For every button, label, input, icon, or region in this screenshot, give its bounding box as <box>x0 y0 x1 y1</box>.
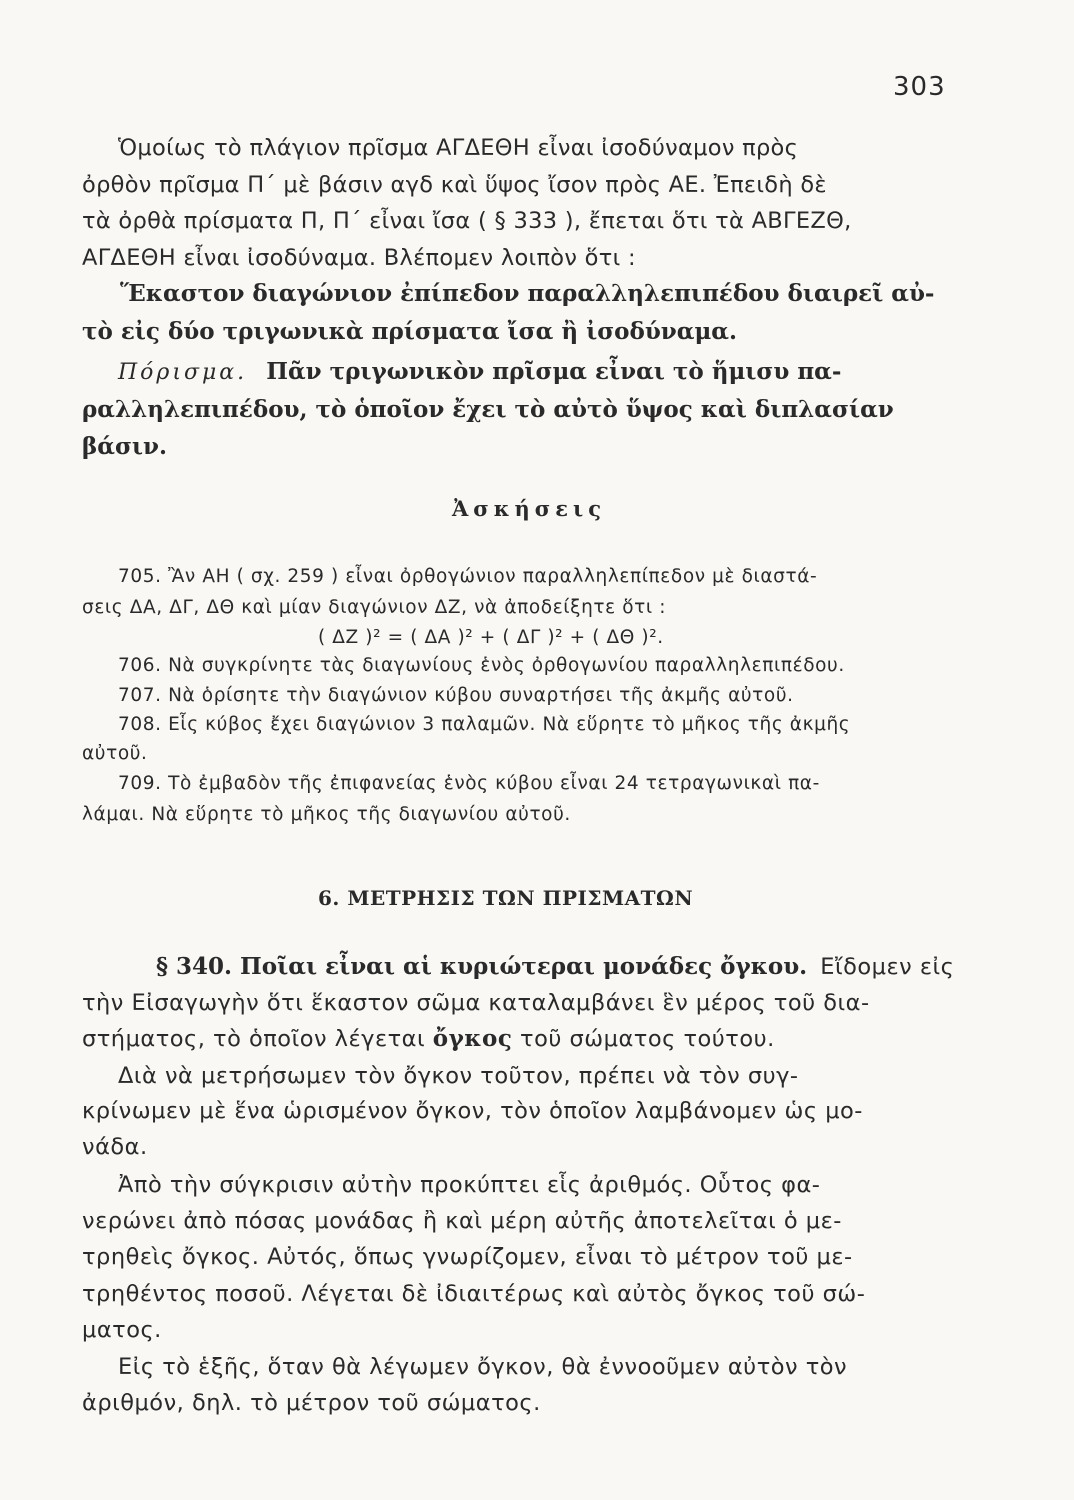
exercises-heading: Ἀσκήσεις <box>452 496 606 521</box>
line3-a: στήματος, τὸ ὁποῖον λέγεται <box>82 1026 426 1052</box>
paragraph-line: ματος. <box>82 1317 162 1343</box>
section-title: 6. ΜΕΤΡΗΣΙΣ ΤΩΝ ΠΡΙΣΜΑΤΩΝ <box>318 886 694 910</box>
exercise-line: σεις ΔΑ, ΔΓ, ΔΘ καὶ μίαν διαγώνιον ΔΖ, νὰ ἀποδείξητε ὅτι : <box>82 597 667 618</box>
section-340-label: § 340. Ποῖαι εἶναι αἱ κυριώτεραι μονάδες ὄγκου. <box>156 953 808 980</box>
corollary-text: Πᾶν τριγωνικὸν πρῖσμα εἶναι τὸ ἥμισυ πα- <box>266 358 842 385</box>
paragraph-line: Ἀπὸ τὴν σύγκρισιν αὐτὴν προκύπτει εἷς ἀριθμός. Οὗτος φα- <box>118 1172 821 1198</box>
page-number: 303 <box>893 72 946 102</box>
exercise-formula: ( ΔΖ )² = ( ΔΑ )² + ( ΔΓ )² + ( ΔΘ )². <box>318 627 664 648</box>
exercise-line: λάμαι. Νὰ εὕρητε τὸ μῆκος τῆς διαγωνίου αὐτοῦ. <box>82 804 571 825</box>
intro-line: Ὁμοίως τὸ πλάγιον πρῖσμα ΑΓΔΕΘΗ εἶναι ἰσοδύναμον πρὸς <box>118 135 799 161</box>
paragraph-line: τρηθεὶς ὄγκος. Αὐτός, ὅπως γνωρίζομεν, εἶναι τὸ μέτρον τοῦ με- <box>82 1244 853 1270</box>
paragraph-line: κρίνωμεν μὲ ἕνα ὡρισμένον ὄγκον, τὸν ὁποῖον λαμβάνομεν ὡς μο- <box>82 1098 863 1124</box>
exercise-line: 706. Νὰ συγκρίνητε τὰς διαγωνίους ἑνὸς ὀρθογωνίου παραλληλεπιπέδου. <box>118 655 845 676</box>
paragraph-line: τρηθέντος ποσοῦ. Λέγεται δὲ ἰδιαιτέρως καὶ αὐτὸς ὄγκος τοῦ σώ- <box>82 1281 866 1307</box>
intro-line: τὰ ὀρθὰ πρίσματα Π, Π΄ εἶναι ἴσα ( § 333 ), ἔπεται ὅτι τὰ ΑΒΓΕΖΘ, <box>82 208 852 234</box>
paragraph-line: Διὰ νὰ μετρήσωμεν τὸν ὄγκον τοῦτον, πρέπει νὰ τὸν συγ- <box>118 1063 799 1089</box>
section-340-text: Εἴδομεν εἰς <box>820 954 955 980</box>
intro-line: ὀρθὸν πρῖσμα Π΄ μὲ βάσιν αγδ καὶ ὕψος ἴσον πρὸς ΑΕ. Ἐπειδὴ δὲ <box>82 172 827 198</box>
exercise-line: 708. Εἷς κύβος ἔχει διαγώνιον 3 παλαμῶν. Νὰ εὕρητε τὸ μῆκος τῆς ἀκμῆς <box>118 714 851 735</box>
corollary-line-3: βάσιν. <box>82 433 168 460</box>
corollary-label: Πόρισμα. <box>118 360 248 385</box>
intro-line: ΑΓΔΕΘΗ εἶναι ἰσοδύναμα. Βλέπομεν λοιπὸν ὅτι : <box>82 245 636 271</box>
exercise-line: 709. Τὸ ἐμβαδὸν τῆς ἐπιφανείας ἑνὸς κύβου εἶναι 24 τετραγωνικαὶ πα- <box>118 773 820 794</box>
theorem-line: Ἕκαστον διαγώνιον ἐπίπεδον παραλληλεπιπέδου διαιρεῖ αὐ- <box>120 280 935 307</box>
exercise-line: αὐτοῦ. <box>82 743 148 764</box>
corollary-line-2: ραλληλεπιπέδου, τὸ ὁποῖον ἔχει τὸ αὐτὸ ὕψος καὶ διπλασίαν <box>82 396 894 423</box>
section-340-line-2: τὴν Εἰσαγωγὴν ὅτι ἕκαστον σῶμα καταλαμβάνει ἓν μέρος τοῦ δια- <box>82 990 870 1016</box>
paragraph-line: νάδα. <box>82 1134 148 1160</box>
corollary-line-1 <box>118 358 841 385</box>
paragraph-line: ἀριθμόν, δηλ. τὸ μέτρον τοῦ σώματος. <box>82 1390 541 1416</box>
exercise-line: 705. Ἂν ΑΗ ( σχ. 259 ) εἶναι ὀρθογώνιον παραλληλεπίπεδον μὲ διαστά- <box>118 566 818 587</box>
paragraph-line: νερώνει ἀπὸ πόσας μονάδας ἢ καὶ μέρη αὐτῆς ἀποτελεῖται ὁ με- <box>82 1208 842 1234</box>
section-340-line-1 <box>156 953 954 980</box>
section-340-line-3 <box>82 1025 775 1052</box>
line3-b: τοῦ σώματος τούτου. <box>520 1026 775 1052</box>
exercise-line: 707. Νὰ ὁρίσητε τὴν διαγώνιον κύβου συναρτήσει τῆς ἀκμῆς αὐτοῦ. <box>118 685 794 706</box>
theorem-line: τὸ εἰς δύο τριγωνικὰ πρίσματα ἴσα ἢ ἰσοδύναμα. <box>82 318 737 345</box>
paragraph-line: Εἰς τὸ ἑξῆς, ὅταν θὰ λέγωμεν ὄγκον, θὰ ἐννοοῦμεν αὐτὸν τὸν <box>118 1354 848 1380</box>
volume-term: ὄγκος <box>432 1025 513 1052</box>
